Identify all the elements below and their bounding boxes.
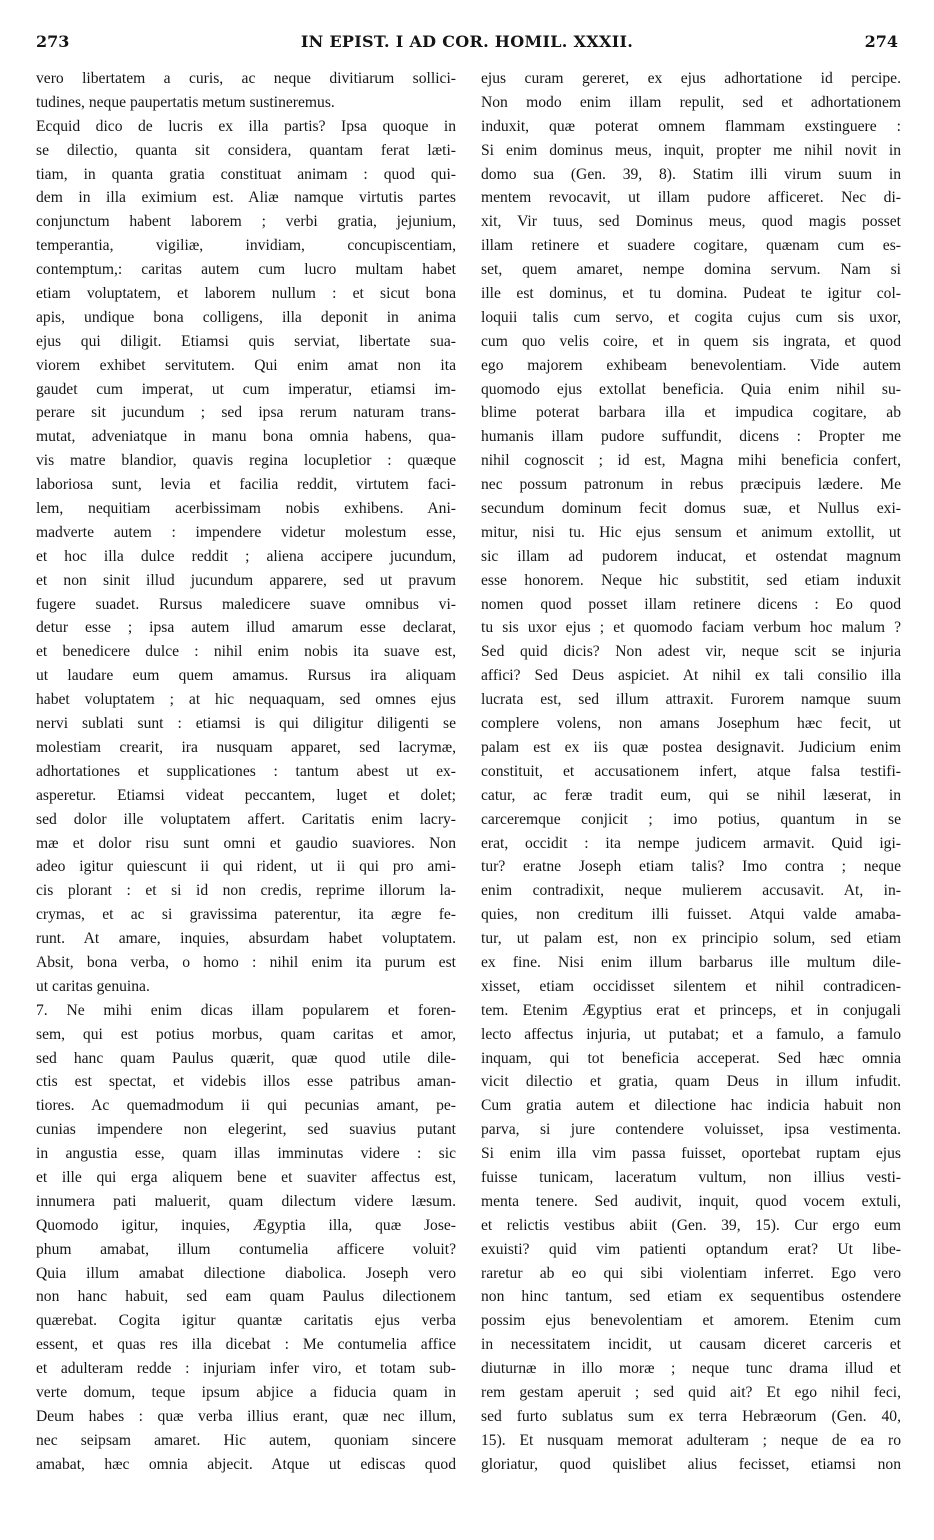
text-line: vero libertatem a curis, ac neque divitiarum sollici- — [36, 70, 456, 87]
text-line: catur, ac feræ tradit eum, qui se nihil læserat, in — [481, 786, 901, 804]
text-line: molestiam crearit, ira nusquam apparet, sed lacrymæ, — [36, 738, 456, 756]
text-line: palam est ex iis quæ postea designavit. Judicium enim — [481, 738, 901, 756]
text-line: raretur ab eo qui sibi violentiam inferret. Ego vero — [481, 1264, 901, 1282]
text-line: Si enim dominus meus, inquit, propter me nihil novit in — [481, 141, 901, 159]
text-line: et relictis vestibus abiit (Gen. 39, 15). Cur ergo eum — [481, 1216, 901, 1234]
text-line: Non modo enim illam repulit, sed et adhortationem — [481, 93, 901, 111]
text-line: vis matre blandior, quavis regina locupletior : quæque — [36, 452, 456, 470]
text-line: fuisse tunicam, laceratum vultum, non illius vesti- — [481, 1168, 901, 1186]
text-line: Cum gratia autem et dilectione hac indicia habuit non — [481, 1097, 901, 1115]
text-line: in angustia esse, quam illas imminutas videre : sic — [36, 1145, 456, 1163]
page-header — [36, 32, 898, 54]
text-line: ejus curam gereret, ex ejus adhortatione id percipe. — [481, 70, 901, 87]
text-line: verte domum, teque ipsum abjice a fiducia quam in — [36, 1383, 456, 1401]
text-line: xisset, etiam occidisset silentem et nihil contradicen- — [481, 977, 901, 995]
text-line: et benedicere dulce : nihil enim nobis ita suave est, — [36, 643, 456, 661]
text-line: sed hanc quam Paulus quærit, quæ quod utile dile- — [36, 1049, 456, 1067]
text-line: exuisti? quid vim patienti optandum erat? Ut libe- — [481, 1240, 901, 1258]
text-line: nervi sublati sunt : etiamsi is qui diligitur diligenti se — [36, 715, 456, 733]
text-line: quies, non creditum illi fuisset. Atqui valde amaba- — [481, 906, 901, 924]
text-line: xit, Vir tuus, sed Dominus meus, quod magis posset — [481, 213, 901, 231]
text-line: carceremque conjicit ; imo potius, quantum in se — [481, 810, 901, 828]
text-line: et non sinit illud jucundum apparere, sed ut pravum — [36, 571, 456, 589]
text-line: tur? eratne Joseph etiam talis? Imo contra ; neque — [481, 858, 901, 876]
text-line: Quomodo igitur, inquies, Ægyptia illa, quæ Jose- — [36, 1216, 456, 1234]
text-line: tiam, in quanta gratia constituat animam : quod qui- — [36, 165, 456, 183]
running-title: IN EPIST. I AD COR. HOMIL. XXXII. — [300, 32, 634, 51]
text-line: lem, nequitiam acerbissimam nobis exhibens. Ani- — [36, 500, 456, 518]
text-line: illam retinere et suadere cogitare, quænam cum es- — [481, 237, 901, 255]
text-line: loquii talis cum servo, et cogita cujus cum sis uxor, — [481, 308, 901, 326]
text-line: tem. Etenim Ægyptius erat et princeps, et in conjugali — [481, 1001, 901, 1019]
text-line: esse honorem. Neque hic substitit, sed etiam induxit — [481, 571, 901, 589]
text-line: contemptum,: caritas autem cum lucro multam habet — [36, 261, 456, 279]
text-line: tudines, neque paupertatis metum sustineremus. — [36, 93, 335, 111]
text-line: essent, et quas res illa dicebat : Me contumelia affice — [36, 1336, 456, 1354]
text-line: menta tenere. Sed audivit, inquit, quod vocem extuli, — [481, 1192, 901, 1210]
text-line: asperetur. Etiamsi videat peccantem, luget et dolet; — [36, 786, 456, 804]
text-line: innumera pati maluerit, quam dilectum videre læsum. — [36, 1192, 456, 1210]
text-line: set, quem amaret, nempe domina servum. Nam si — [481, 261, 901, 279]
text-line: induxit, quæ poterat omnem flammam exstinguere : — [481, 117, 901, 135]
text-line: Absit, bona verba, o homo : nihil enim ita purum est — [36, 953, 456, 971]
text-line: adhortationes et supplicationes : tantum abest ut ex- — [36, 762, 456, 780]
text-line: ex fine. Nisi enim illum barbarus ille multum dile- — [481, 953, 901, 971]
text-line: ejus qui diligit. Etiamsi quis serviat, libertate sua- — [36, 332, 456, 350]
text-line: non hinc tantum, sed etiam ex sequentibus ostendere — [481, 1288, 901, 1306]
text-line: Quia illum amabat dilectione diabolica. Joseph vero — [36, 1264, 456, 1282]
text-line: blime poterat barbara illa et impudica cogitare, ab — [481, 404, 901, 422]
text-line: constituit, et accusationem infert, atque falsa testifi- — [481, 762, 901, 780]
text-line: dem in illa eximium est. Aliæ namque virtutis partes — [36, 189, 456, 207]
text-line: domo sua (Gen. 39, 8). Statim illi virum suum in — [481, 165, 901, 183]
text-line: rem gestam aperuit ; sed quid ait? Et ego nihil feci, — [481, 1383, 901, 1401]
text-line: se dilectio, quanta sit considera, quantam ferat læti- — [36, 141, 456, 159]
text-line: detur esse ; ipsa autem illud amarum esse declarat, — [36, 619, 456, 637]
text-line: secundum dominum fecit domus suæ, et Nullus exi- — [481, 500, 901, 518]
text-line: et adulteram redde : injuriam infer viro, et totam sub- — [36, 1360, 456, 1378]
text-line: sed dolor ille voluptatem affert. Caritatis enim lacry- — [36, 810, 456, 828]
text-line: non hanc habuit, sed eam quam Paulus dilectionem — [36, 1288, 456, 1306]
text-line: phum amabat, illum contumelia afficere voluit? — [36, 1240, 456, 1258]
text-line: ctis est spectat, et videbis illos esse patribus aman- — [36, 1073, 456, 1091]
text-line: cum quo velis coire, et in quem sis ingrata, et quod — [481, 332, 901, 350]
text-line: Ecquid dico de lucris ex illa partis? Ipsa quoque in — [36, 117, 456, 135]
text-line: perare sit jucundum ; sed ipsa rerum naturam trans- — [36, 404, 456, 422]
text-line: quomodo ejus extollat beneficia. Quia enim nihil su- — [481, 380, 901, 398]
text-line: sem, qui est potius morbus, quam caritas et amor, — [36, 1025, 456, 1043]
text-line: runt. At amare, inquies, absurdam habet voluptatem. — [36, 930, 456, 948]
text-line: 15). Et nusquam memorat adulteram ; neque de ea ro — [481, 1431, 901, 1449]
text-line: fugere suadet. Rursus maledicere suave omnibus vi- — [36, 595, 456, 613]
text-line: mitur, nisi tu. Hic ejus sensum et animum extollit, ut — [481, 523, 901, 541]
page-number-right: 274 — [864, 32, 898, 51]
text-line: cis plorant : et si id non credis, reprime illorum la- — [36, 882, 456, 900]
text-line: habet voluptatem ; at hic nequaquam, sed omnes ejus — [36, 691, 456, 709]
text-line: enim contradixit, neque mulierem accusavit. At, in- — [481, 882, 901, 900]
text-line: mutat, adveniatque in manu bona omnia habens, qua- — [36, 428, 456, 446]
text-line: vicit dilectio et gratia, quam Deus in illum infudit. — [481, 1073, 901, 1091]
text-line: diuturnæ in illo moræ ; neque tunc drama illud et — [481, 1360, 901, 1378]
text-line: parva, si jure contendere voluisset, ipsa vestimenta. — [481, 1121, 901, 1139]
text-line: etiam voluptatem, et laborem nullum : et sicut bona — [36, 285, 456, 303]
text-line: madverte autem : impendere videtur molestum esse, — [36, 523, 456, 541]
text-line: Sed quid dicis? Non adest vir, neque scit se injuria — [481, 643, 901, 661]
text-line: viorem exhibet servitutem. Qui enim amat non ita — [36, 356, 456, 374]
text-line: humanis illam pudore suffundit, dicens : Propter me — [481, 428, 901, 446]
text-line: quærebat. Cogita igitur quantæ caritatis ejus verba — [36, 1312, 456, 1330]
text-line: gloriatur, quod quislibet alius fecisset, etiamsi non — [481, 1455, 901, 1473]
text-line: nec seipsam amaret. Hic autem, quoniam sincere — [36, 1431, 456, 1449]
text-line: ut laudare eum quem amamus. Rursus ira aliquam — [36, 667, 456, 685]
text-line: nec possum patronum in rebus præcipuis lædere. Me — [481, 476, 901, 494]
text-line: Si enim illa vim passa fuisset, oportebat ruptam ejus — [481, 1145, 901, 1163]
text-line: apis, undique bona colligens, illa deponit in anima — [36, 308, 456, 326]
text-line: nihil cognoscit ; id est, Magna mihi beneficia confert, — [481, 452, 901, 470]
text-line: ego majorem exhibeam benevolentiam. Vide autem — [481, 356, 901, 374]
text-line: 7. Ne mihi enim dicas illam popularem et foren- — [36, 1001, 456, 1019]
text-line: conjunctum habent laborem ; verbi gratia, jejunium, — [36, 213, 456, 231]
text-line: adeo igitur quiescunt ii qui rident, ut ii qui pro ami- — [36, 858, 456, 876]
text-line: ille est dominus, et tu domina. Pudeat te igitur col- — [481, 285, 901, 303]
text-line: in necessitatem incidit, ut causam diceret carceris et — [481, 1336, 901, 1354]
text-line: mentem revocavit, ut illam pudore afficeret. Nec di- — [481, 189, 901, 207]
text-line: possim ejus benevolentiam et amorem. Etenim cum — [481, 1312, 901, 1330]
text-line: nomen quod posset illam retinere dicens : Eo quod — [481, 595, 901, 613]
text-line: et hoc illa dulce reddit ; aliena accipere jucundum, — [36, 547, 456, 565]
text-line: laboriosa sunt, levia et facilia reddit, virtutem faci- — [36, 476, 456, 494]
text-line: tur, ut palam est, non ex principio solum, sed etiam — [481, 930, 901, 948]
left-column — [36, 67, 456, 1477]
text-line: inquam, qui tot beneficia acceperat. Sed hæc omnia — [481, 1049, 901, 1067]
text-line: gaudet cum imperat, ut cum imperatur, etiamsi im- — [36, 380, 456, 398]
text-line: amabat, hæc omnia abjecit. Atque ut ediscas quod — [36, 1455, 456, 1473]
text-line: mæ et dolor risu sunt omni et gaudio suaviores. Non — [36, 834, 456, 852]
text-line: et ille qui erga aliquem bene et suaviter affectus est, — [36, 1168, 456, 1186]
text-line: sed furto sublatus sum ex terra Hebræorum (Gen. 40, — [481, 1407, 901, 1425]
text-line: ut caritas genuina. — [36, 977, 150, 995]
text-line: tu sis uxor ejus ; et quomodo faciam verbum hoc malum ? — [481, 619, 901, 637]
text-line: crymas, et ac si gravissima paterentur, ita ægre fe- — [36, 906, 456, 924]
text-line: temperantia, vigiliæ, invidiam, concupiscentiam, — [36, 237, 456, 255]
text-line: sic illam ad pudorem inducat, et ostendat magnum — [481, 547, 901, 565]
text-line: affici? Sed Deus aspiciet. At nihil ex tali consilio illa — [481, 667, 901, 685]
text-line: lecto affectus injuria, ut putabat; et a famulo, a famulo — [481, 1025, 901, 1043]
text-line: lucrata est, sed illum attraxit. Furorem namque suum — [481, 691, 901, 709]
page-number-left: 273 — [36, 32, 70, 51]
text-line: complere volens, non amans Josephum hæc fecit, ut — [481, 715, 901, 733]
right-column — [481, 67, 901, 1477]
text-line: cunias impendere non elegerint, sed suavius putant — [36, 1121, 456, 1139]
text-line: Deum habes : quæ verba illius erant, quæ nec illum, — [36, 1407, 456, 1425]
text-line: erat, occidit : ita nempe judicem armavit. Quid igi- — [481, 834, 901, 852]
text-line: tiores. Ac quemadmodum ii qui pecunias amant, pe- — [36, 1097, 456, 1115]
